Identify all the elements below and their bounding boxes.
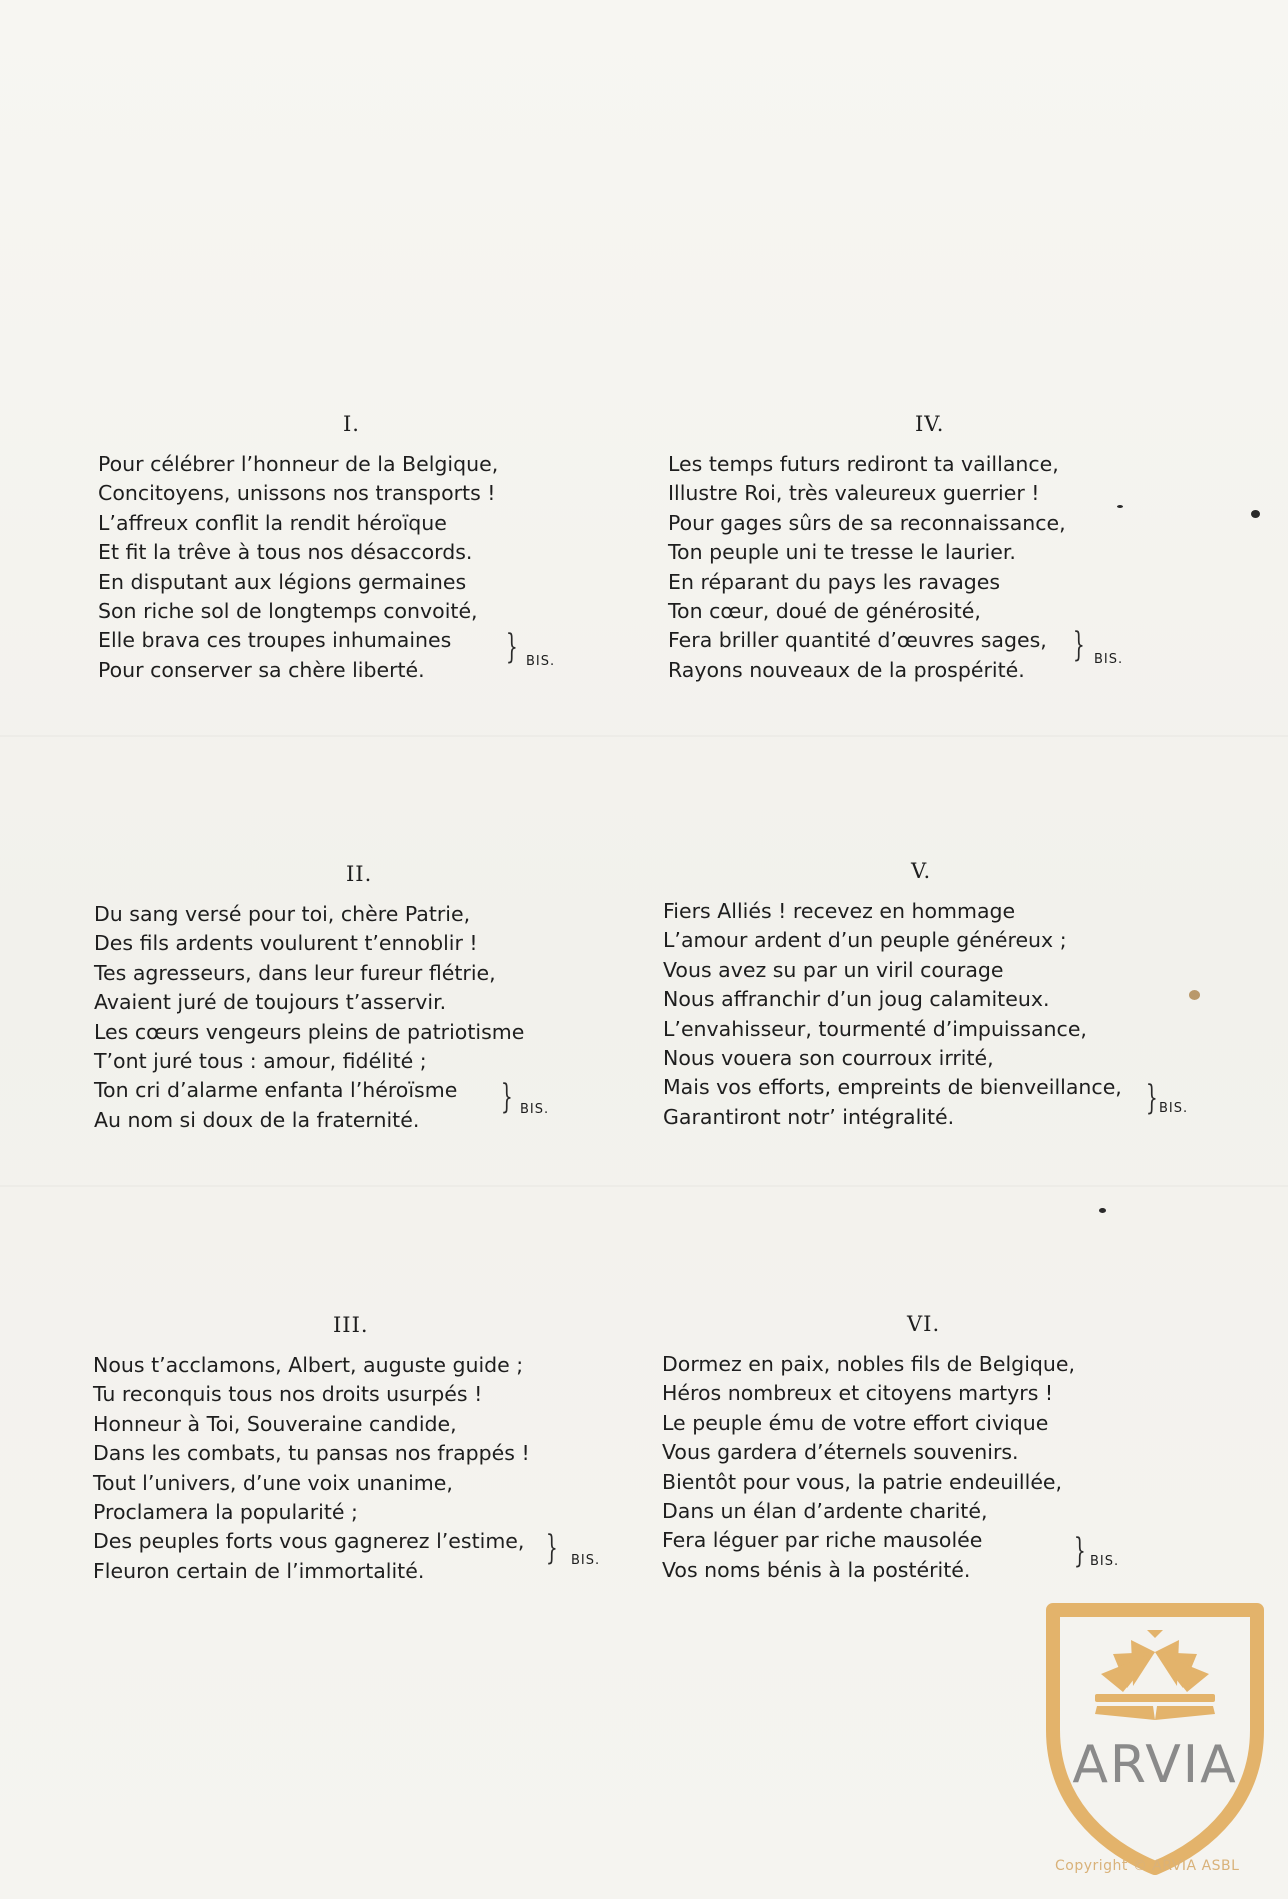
verse-line: Pour conserver sa chère liberté. <box>98 657 425 682</box>
verse-line: Son riche sol de longtemps convoité, <box>98 599 478 624</box>
verse-line: L’amour ardent d’un peuple généreux ; <box>663 928 1067 953</box>
verse-line: Héros nombreux et citoyens martyrs ! <box>662 1381 1054 1406</box>
stanza-numeral: III. <box>333 1313 369 1337</box>
verse-line: En réparant du pays les ravages <box>668 569 1001 594</box>
verse-line: Au nom si doux de la fraternité. <box>94 1107 420 1132</box>
paper-speck <box>1117 505 1123 508</box>
bis-marker: BIS. <box>1090 1554 1120 1569</box>
repeat-brace: } <box>1145 1078 1158 1118</box>
verse-line: Dormez en paix, nobles fils de Belgique, <box>662 1352 1076 1376</box>
verse-line: Rayons nouveaux de la prospérité. <box>668 657 1025 682</box>
arvia-watermark <box>1035 1590 1275 1875</box>
stanza-lines <box>668 450 1066 685</box>
verse-line: Vous avez su par un viril courage <box>663 957 1004 982</box>
verse-line: Fera léguer par riche mausolée <box>662 1528 983 1553</box>
verse-line: Les temps futurs rediront ta vaillance, <box>668 452 1059 476</box>
verse-line: L’envahisseur, tourmenté d’impuissance, <box>663 1016 1087 1041</box>
arvia-logo-text: ARVIA <box>1072 1735 1238 1795</box>
stanza-lines <box>663 897 1122 1132</box>
verse-line: Nous t’acclamons, Albert, auguste guide ; <box>93 1353 524 1377</box>
repeat-brace: } <box>505 627 518 667</box>
verse-line: Dans les combats, tu pansas nos frappés ! <box>93 1441 530 1466</box>
paper-speck <box>1189 990 1200 1000</box>
verse-line: Des peuples forts vous gagnerez l’estime, <box>93 1529 525 1554</box>
verse-line: Vos noms bénis à la postérité. <box>662 1557 971 1582</box>
verse-line: Ton cri d’alarme enfanta l’héroïsme <box>94 1078 458 1103</box>
verse-line: Bientôt pour vous, la patrie endeuillée, <box>662 1469 1063 1494</box>
stanza-numeral: II. <box>346 862 373 886</box>
verse-line: Tes agresseurs, dans leur fureur flétrie, <box>94 960 496 985</box>
verse-line: L’affreux conflit la rendit héroïque <box>98 510 447 535</box>
verse-line: Des fils ardents voulurent t’ennoblir ! <box>94 931 478 956</box>
repeat-brace: } <box>545 1528 558 1568</box>
verse-line: Pour célébrer l’honneur de la Belgique, <box>98 452 499 476</box>
bis-marker: BIS. <box>571 1553 601 1568</box>
repeat-brace: } <box>500 1077 513 1117</box>
stanza-numeral: VI. <box>907 1312 941 1336</box>
verse-line: Du sang versé pour toi, chère Patrie, <box>94 902 471 926</box>
verse-line: Honneur à Toi, Souveraine candide, <box>93 1411 457 1436</box>
verse-line: Fleuron certain de l’immortalité. <box>93 1558 425 1583</box>
paper-speck <box>1099 1208 1106 1213</box>
verse-line: Fiers Alliés ! recevez en hommage <box>663 899 1016 923</box>
bis-marker: BIS. <box>520 1102 550 1117</box>
verse-line: Le peuple ému de votre effort civique <box>662 1410 1049 1435</box>
stanza-numeral: I. <box>343 412 360 436</box>
repeat-brace: } <box>1072 625 1085 665</box>
verse-line: Dans un élan d’ardente charité, <box>662 1499 988 1524</box>
verse-line: Elle brava ces troupes inhumaines <box>98 628 452 653</box>
copyright-notice: Copyright © ARVIA ASBL <box>1055 1858 1240 1874</box>
verse-line: Pour gages sûrs de sa reconnaissance, <box>668 510 1066 535</box>
bis-marker: BIS. <box>1159 1101 1189 1116</box>
verse-line: Avaient juré de toujours t’asservir. <box>94 990 447 1015</box>
stanza-lines <box>98 450 498 685</box>
verse-line: Garantiront notr’ intégralité. <box>663 1104 955 1129</box>
paper-fold <box>0 1185 1288 1187</box>
verse-line: Concitoyens, unissons nos transports ! <box>98 481 496 506</box>
verse-line: Et fit la trêve à tous nos désaccords. <box>98 540 473 565</box>
stanza-numeral: IV. <box>915 412 945 436</box>
stanza-numeral: V. <box>911 859 932 883</box>
verse-line: Fera briller quantité d’œuvres sages, <box>668 628 1047 653</box>
verse-line: En disputant aux légions germaines <box>98 569 467 594</box>
paper-fold <box>0 735 1288 737</box>
verse-line: Les cœurs vengeurs pleins de patriotisme <box>94 1019 525 1044</box>
verse-line: Proclamera la popularité ; <box>93 1500 358 1525</box>
arvia-shield-icon <box>1035 1590 1275 1875</box>
verse-line: Nous affranchir d’un joug calamiteux. <box>663 987 1050 1012</box>
verse-line: Tu reconquis tous nos droits usurpés ! <box>93 1382 483 1407</box>
verse-line: Nous vouera son courroux irrité, <box>663 1046 994 1071</box>
bis-marker: BIS. <box>526 654 556 669</box>
stanza-lines <box>662 1350 1075 1585</box>
stanza-lines <box>93 1351 530 1586</box>
verse-line: T’ont juré tous : amour, fidélité ; <box>94 1049 427 1074</box>
repeat-brace: } <box>1073 1531 1086 1571</box>
verse-line: Ton cœur, doué de générosité, <box>668 599 981 624</box>
stanza-lines <box>94 900 524 1135</box>
bis-marker: BIS. <box>1094 652 1124 667</box>
verse-line: Ton peuple uni te tresse le laurier. <box>668 540 1016 565</box>
verse-line: Illustre Roi, très valeureux guerrier ! <box>668 481 1040 506</box>
paper-speck <box>1251 510 1260 518</box>
verse-line: Vous gardera d’éternels souvenirs. <box>662 1440 1019 1465</box>
verse-line: Mais vos efforts, empreints de bienveillance, <box>663 1075 1122 1100</box>
verse-line: Tout l’univers, d’une voix unanime, <box>93 1470 453 1495</box>
